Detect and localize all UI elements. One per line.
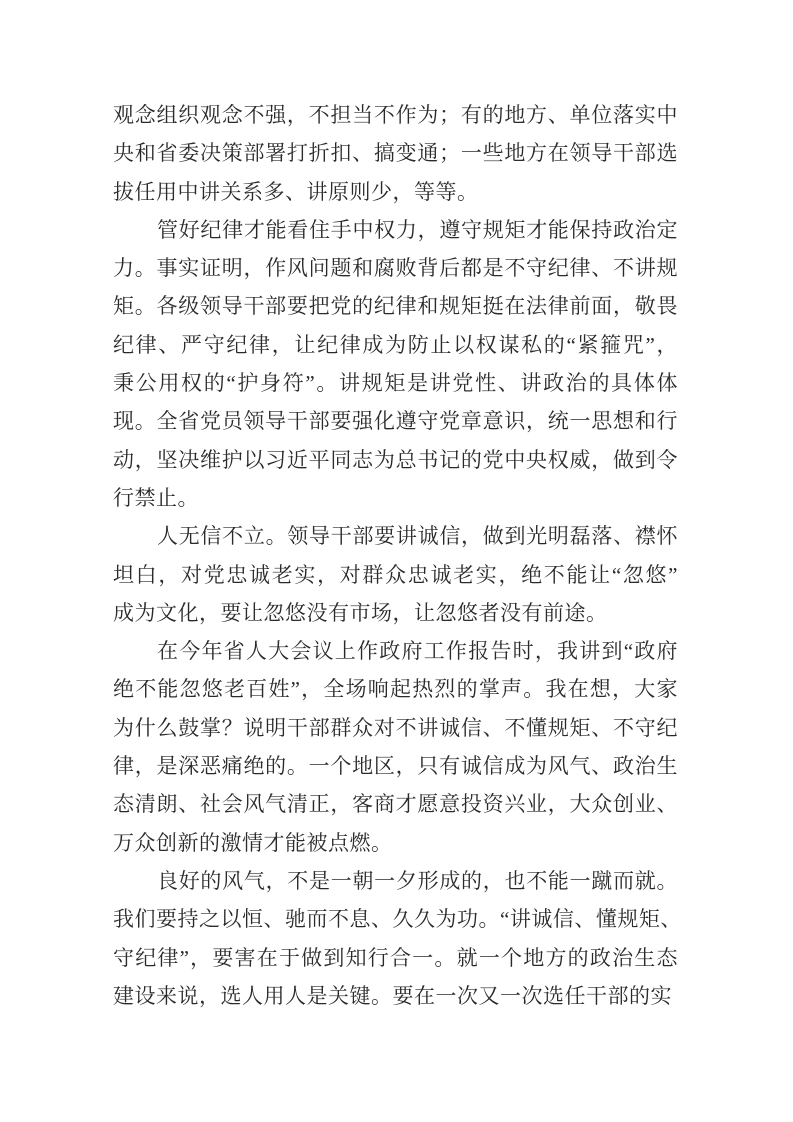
- text-line: 拔任用中讲关系多、讲原则少，等等。: [113, 179, 479, 204]
- text-line: 动，坚决维护以习近平同志为总书记的党中央权威，做到令: [113, 447, 678, 472]
- text-line: 央和省委决策部署打折扣、搞变通；一些地方在领导干部选: [113, 141, 678, 166]
- text-line: 力。事实证明，作风问题和腐败背后都是不守纪律、不讲规: [113, 256, 678, 281]
- paragraph: [113, 632, 678, 862]
- text-line: 成为文化，要让忽悠没有市场，让忽悠者没有前途。: [113, 600, 608, 625]
- text-line: 我们要持之以恒、驰而不息、久久为功。“讲诚信、懂规矩、: [113, 907, 682, 932]
- text-line: 绝不能忽悠老百姓”，全场响起热烈的掌声。我在想，大家: [113, 677, 678, 702]
- text-line: 建设来说，选人用人是关键。要在一次又一次选任干部的实: [113, 983, 672, 1008]
- text-line: 现。全省党员领导干部要强化遵守党章意识，统一思想和行: [113, 409, 678, 434]
- text-line: 在今年省人大会议上作政府工作报告时，我讲到“政府: [157, 639, 678, 664]
- text-line: 观念组织观念不强，不担当不作为；有的地方、单位落实中: [113, 103, 678, 127]
- text-line: 秉公用权的“护身符”。讲规矩是讲党性、讲政治的具体体: [113, 371, 678, 396]
- text-line: 良好的风气，不是一朝一夕形成的，也不能一蹴而就。: [157, 868, 678, 893]
- text-line: 坦白，对党忠诚老实，对群众忠诚老实，绝不能让“忽悠”: [113, 562, 678, 587]
- text-line: 管好纪律才能看住手中权力，遵守规矩才能保持政治定: [157, 217, 678, 242]
- document-body: [113, 96, 682, 1015]
- text-line: 矩。各级领导干部要把党的纪律和规矩挺在法律前面，敬畏: [113, 294, 678, 319]
- paragraph: [113, 211, 678, 517]
- paragraph: [113, 517, 678, 632]
- text-line: 行禁止。: [113, 485, 199, 510]
- text-line: 态清朗、社会风气清正，客商才愿意投资兴业，大众创业、: [113, 792, 678, 817]
- text-line: 万众创新的激情才能被点燃。: [113, 830, 393, 855]
- paragraph: [113, 862, 682, 1015]
- text-line: 律，是深恶痛绝的。一个地区，只有诚信成为风气、政治生: [113, 754, 678, 779]
- text-line: 纪律、严守纪律，让纪律成为防止以权谋私的“紧箍咒”，: [113, 332, 678, 357]
- text-line: 守纪律”，要害在于做到知行合一。就一个地方的政治生态: [113, 945, 678, 970]
- paragraph: [113, 96, 678, 211]
- text-line: 人无信不立。领导干部要讲诚信，做到光明磊落、襟怀: [157, 524, 678, 549]
- text-line: 为什么鼓掌？说明干部群众对不讲诚信、不懂规矩、不守纪: [113, 715, 678, 740]
